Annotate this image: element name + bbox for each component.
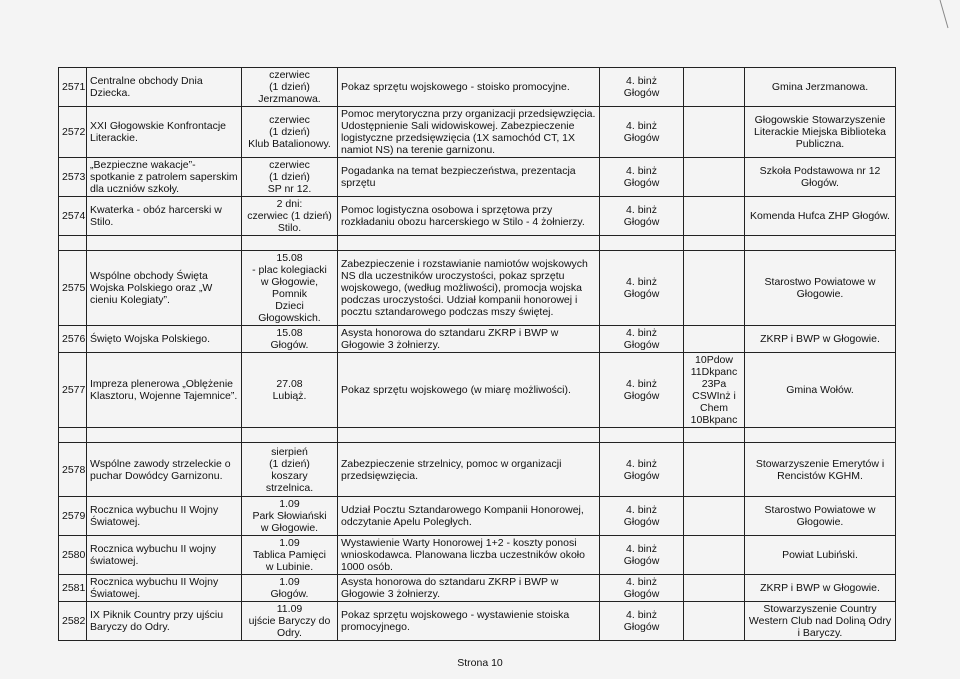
extra-units-cell: 10Pdow 11Dkpanc 23Pa CSWInż i Chem 10Bkpanc: [684, 353, 745, 428]
unit-cell: 4. binż Głogów: [600, 68, 684, 107]
table-row: [59, 497, 896, 536]
partner-cell: Starostwo Powiatowe w Głogowie.: [745, 497, 896, 536]
table-row: [59, 536, 896, 575]
unit-cell: 4. binż Głogów: [600, 353, 684, 428]
event-name-cell: Kwaterka - obóz harcerski w Stilo.: [87, 197, 242, 236]
event-name-cell: „Bezpieczne wakacje”- spotkanie z patrolem saperskim dla uczniów szkoły.: [87, 158, 242, 197]
table-row: [59, 353, 896, 428]
extra-units-cell: [684, 497, 745, 536]
spacer-row: [59, 236, 896, 251]
row-number-cell: 2579: [59, 497, 87, 536]
unit-cell: 4. binż Głogów: [600, 536, 684, 575]
extra-units-cell: [684, 197, 745, 236]
support-form-cell: Udział Pocztu Sztandarowego Kompanii Honorowej, odczytanie Apelu Poległych.: [338, 497, 600, 536]
unit-cell: 4. binż Głogów: [600, 251, 684, 326]
partner-cell: ZKRP i BWP w Głogowie.: [745, 575, 896, 602]
support-form-cell: Pomoc merytoryczna przy organizacji przedsięwzięcia. Udostępnienie Sali widowiskowej. Zabezpieczenie logistyczne przedsięwzięcia (1X samochód CT, 1X namiot NS) na terenie garnizonu.: [338, 107, 600, 158]
table-row: [59, 251, 896, 326]
table-row: [59, 107, 896, 158]
support-form-cell: Pokaz sprzętu wojskowego - wystawienie stoiska promocyjnego.: [338, 602, 600, 641]
partner-cell: Gmina Jerzmanowa.: [745, 68, 896, 107]
unit-cell: 4. binż Głogów: [600, 326, 684, 353]
date-place-cell: 1.09 Park Słowiański w Głogowie.: [242, 497, 338, 536]
extra-units-cell: [684, 251, 745, 326]
event-name-cell: Wspólne obchody Święta Wojska Polskiego oraz „W cieniu Kolegiaty”.: [87, 251, 242, 326]
partner-cell: Powiat Lubiński.: [745, 536, 896, 575]
table-row: [59, 326, 896, 353]
table-row: [59, 197, 896, 236]
support-form-cell: Pomoc logistyczna osobowa i sprzętowa przy rozkładaniu obozu harcerskiego w Stilo - 4 żołnierzy.: [338, 197, 600, 236]
support-form-cell: Wystawienie Warty Honorowej 1+2 - koszty ponosi wnioskodawca. Planowana liczba uczestników około 1000 osób.: [338, 536, 600, 575]
event-name-cell: Święto Wojska Polskiego.: [87, 326, 242, 353]
date-place-cell: 1.09 Głogów.: [242, 575, 338, 602]
support-form-cell: Pokaz sprzętu wojskowego - stoisko promocyjne.: [338, 68, 600, 107]
table-row: [59, 575, 896, 602]
date-place-cell: 27.08 Lubiąż.: [242, 353, 338, 428]
row-number-cell: 2573: [59, 158, 87, 197]
row-number-cell: 2572: [59, 107, 87, 158]
support-form-cell: Zabezpieczenie i rozstawianie namiotów wojskowych NS dla uczestników uroczystości, pokaz sprzętu wojskowego, (według możliwości), promocja wojska podczas uroczystości. Udział kompanii honorowej i pocztu sztandarowego podczas mszy świętej.: [338, 251, 600, 326]
extra-units-cell: [684, 443, 745, 497]
extra-units-cell: [684, 575, 745, 602]
unit-cell: 4. binż Głogów: [600, 443, 684, 497]
date-place-cell: 15.08 Głogów.: [242, 326, 338, 353]
event-name-cell: Rocznica wybuchu II wojny światowej.: [87, 536, 242, 575]
row-number-cell: 2580: [59, 536, 87, 575]
partner-cell: Stowarzyszenie Country Western Club nad Doliną Odry i Baryczy.: [745, 602, 896, 641]
date-place-cell: czerwiec (1 dzień) Klub Batalionowy.: [242, 107, 338, 158]
row-number-cell: 2574: [59, 197, 87, 236]
date-place-cell: 11.09 ujście Baryczy do Odry.: [242, 602, 338, 641]
page-fold-mark: [938, 0, 950, 30]
event-name-cell: Impreza plenerowa „Oblężenie Klasztoru, Wojenne Tajemnice”.: [87, 353, 242, 428]
extra-units-cell: [684, 326, 745, 353]
partner-cell: Gmina Wołów.: [745, 353, 896, 428]
unit-cell: 4. binż Głogów: [600, 197, 684, 236]
date-place-cell: 15.08 - plac kolegiacki w Głogowie, Pomnik Dzieci Głogowskich.: [242, 251, 338, 326]
event-name-cell: XXI Głogowskie Konfrontacje Literackie.: [87, 107, 242, 158]
support-form-cell: Asysta honorowa do sztandaru ZKRP i BWP w Głogowie 3 żołnierzy.: [338, 575, 600, 602]
unit-cell: 4. binż Głogów: [600, 497, 684, 536]
date-place-cell: sierpień (1 dzień) koszary strzelnica.: [242, 443, 338, 497]
unit-cell: 4. binż Głogów: [600, 602, 684, 641]
unit-cell: 4. binż Głogów: [600, 107, 684, 158]
table-row: [59, 68, 896, 107]
partner-cell: Głogowskie Stowarzyszenie Literackie Miejska Biblioteka Publiczna.: [745, 107, 896, 158]
table-row: [59, 602, 896, 641]
support-form-cell: Zabezpieczenie strzelnicy, pomoc w organizacji przedsięwzięcia.: [338, 443, 600, 497]
row-number-cell: 2571: [59, 68, 87, 107]
date-place-cell: 1.09 Tablica Pamięci w Lubinie.: [242, 536, 338, 575]
partner-cell: ZKRP i BWP w Głogowie.: [745, 326, 896, 353]
partner-cell: Szkoła Podstawowa nr 12 Głogów.: [745, 158, 896, 197]
partner-cell: Komenda Hufca ZHP Głogów.: [745, 197, 896, 236]
date-place-cell: czerwiec (1 dzień) SP nr 12.: [242, 158, 338, 197]
event-name-cell: Wspólne zawody strzeleckie o puchar Dowódcy Garnizonu.: [87, 443, 242, 497]
extra-units-cell: [684, 602, 745, 641]
table-row: [59, 158, 896, 197]
event-name-cell: Rocznica wybuchu II Wojny Światowej.: [87, 575, 242, 602]
events-table: [58, 67, 896, 641]
extra-units-cell: [684, 68, 745, 107]
row-number-cell: 2576: [59, 326, 87, 353]
extra-units-cell: [684, 107, 745, 158]
support-form-cell: Pokaz sprzętu wojskowego (w miarę możliwości).: [338, 353, 600, 428]
unit-cell: 4. binż Głogów: [600, 575, 684, 602]
date-place-cell: czerwiec (1 dzień) Jerzmanowa.: [242, 68, 338, 107]
support-form-cell: Pogadanka na temat bezpieczeństwa, prezentacja sprzętu: [338, 158, 600, 197]
row-number-cell: 2577: [59, 353, 87, 428]
extra-units-cell: [684, 536, 745, 575]
row-number-cell: 2578: [59, 443, 87, 497]
row-number-cell: 2582: [59, 602, 87, 641]
support-form-cell: Asysta honorowa do sztandaru ZKRP i BWP w Głogowie 3 żołnierzy.: [338, 326, 600, 353]
event-name-cell: IX Piknik Country przy ujściu Baryczy do Odry.: [87, 602, 242, 641]
unit-cell: 4. binż Głogów: [600, 158, 684, 197]
spacer-row: [59, 428, 896, 443]
date-place-cell: 2 dni: czerwiec (1 dzień) Stilo.: [242, 197, 338, 236]
event-name-cell: Rocznica wybuchu II Wojny Światowej.: [87, 497, 242, 536]
row-number-cell: 2581: [59, 575, 87, 602]
partner-cell: Starostwo Powiatowe w Głogowie.: [745, 251, 896, 326]
row-number-cell: 2575: [59, 251, 87, 326]
event-name-cell: Centralne obchody Dnia Dziecka.: [87, 68, 242, 107]
page-footer: Strona 10: [457, 657, 503, 669]
partner-cell: Stowarzyszenie Emerytów i Rencistów KGHM.: [745, 443, 896, 497]
table-row: [59, 443, 896, 497]
extra-units-cell: [684, 158, 745, 197]
